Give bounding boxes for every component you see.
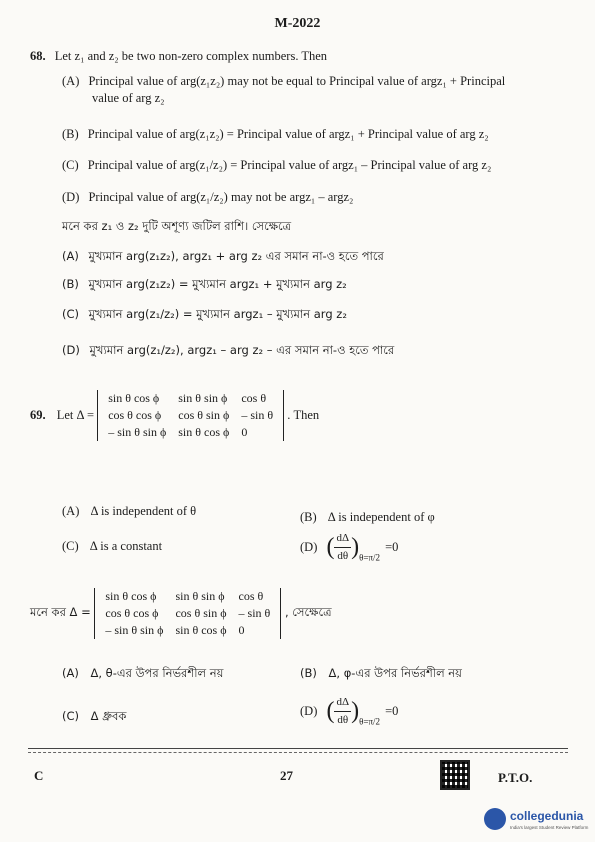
page-number: 27 <box>280 768 293 783</box>
fraction-numerator: dΔ <box>334 530 351 548</box>
q69-bn-option-a <box>62 665 223 684</box>
option-text: Principal value of arg(z₁z₂) may not be equal to Principal value of argz₁ + Principal <box>88 74 506 88</box>
option-label: (B) <box>62 127 79 141</box>
q69-option-d: (D) ( $\frac{d\Delta}{d\theta}$ )$_{\theta=\pi/2} =0$ <box>300 530 398 566</box>
q69-stem <box>30 390 319 441</box>
option-text: মুখ্যমান arg(z₁/z₂), argz₁ – arg z₂ – এর সমান না-ও হতে পারে <box>89 343 395 357</box>
evaluation-subscript: θ=π/2 <box>359 716 380 727</box>
q69-bn-option-d: (D) ( $\frac{d\Delta}{d\theta}$ )$_{\theta=\pi/2} =0$ <box>300 694 398 730</box>
option-label: (C) <box>62 539 79 553</box>
matrix-cell: cos θ sin ϕ <box>175 606 227 620</box>
matrix-cell: sin θ sin ϕ <box>178 391 228 405</box>
option-label: (A) <box>62 74 80 88</box>
matrix-cell: – sin θ <box>241 408 274 422</box>
option-label: (D) <box>62 190 80 204</box>
matrix-cell: 0 <box>241 425 248 439</box>
q68-option-b <box>62 126 489 143</box>
q68-bn-stem: মনে কর z₁ ও z₂ দুটি অশূণ্য জটিল রাশি। সেক্ষেত্রে <box>62 219 292 233</box>
matrix-cell: – sin θ sin ϕ <box>108 425 167 439</box>
q69-option-b <box>300 509 435 526</box>
option-text: Δ is independent of φ <box>327 510 435 524</box>
option-text: Δ, φ-এর উপর নির্ভরশীল নয় <box>328 666 462 680</box>
q68-option-c <box>62 157 491 174</box>
q69-then: . Then <box>287 408 320 422</box>
matrix-cell: 0 <box>238 623 245 637</box>
q68-bn-option-a <box>62 248 384 267</box>
matrix-cell: – sin θ sin ϕ <box>105 623 164 637</box>
matrix-cell: cos θ <box>241 391 267 405</box>
q68-bn-option-c <box>62 306 347 325</box>
q68-number: 68. <box>30 49 46 63</box>
derivative-fraction <box>334 530 351 565</box>
q68-bn-option-d <box>62 342 394 361</box>
footer-rule-dashed <box>28 752 568 753</box>
option-label: (C) <box>62 307 80 321</box>
q69-bn-option-c <box>62 708 126 727</box>
option-label: (D) <box>300 704 318 718</box>
option-text: মুখ্যমান arg(z₁z₂) = মুখ্যমান argz₁ + মুখ্যমান arg z₂ <box>88 277 347 291</box>
option-text: Δ, θ-এর উপর নির্ভরশীল নয় <box>90 666 224 680</box>
equals-zero: =0 <box>385 704 399 718</box>
option-text: Δ is independent of θ <box>90 504 197 518</box>
equals-zero: =0 <box>385 540 399 554</box>
option-text: Principal value of arg(z₁z₂) = Principal value of argz₁ + Principal value of arg z₂ <box>87 127 489 141</box>
matrix-cell: cos θ cos ϕ <box>105 606 159 620</box>
q69-bn-option-b <box>300 665 462 684</box>
derivative-fraction <box>334 694 351 729</box>
option-text: Principal value of arg(z₁/z₂) may not be argz₁ – argz₂ <box>88 190 354 204</box>
q68-option-d <box>62 189 353 206</box>
matrix-cell: cos θ sin ϕ <box>178 408 230 422</box>
q69-number: 69. <box>30 408 46 422</box>
footer-rule <box>28 748 568 749</box>
fraction-numerator: dΔ <box>334 694 351 712</box>
logo-name: collegedunia <box>510 809 584 823</box>
evaluation-subscript: θ=π/2 <box>359 552 380 563</box>
q69-determinant <box>97 390 284 441</box>
logo-mascot-icon <box>484 808 506 830</box>
q69-option-a <box>62 503 196 520</box>
q68-option-a <box>62 73 562 90</box>
option-label: (D) <box>300 540 318 554</box>
q69-option-c <box>62 538 162 555</box>
q68-stem <box>30 48 327 65</box>
option-text: Δ ধ্রুবক <box>90 709 127 723</box>
q68-option-a-cont: value of arg z₂ <box>92 91 165 105</box>
option-label: (B) <box>300 510 317 524</box>
q69-bn-stem <box>30 588 332 639</box>
matrix-cell: sin θ cos ϕ <box>175 623 227 637</box>
option-label: (A) <box>62 504 80 518</box>
q69-let: Let Δ = <box>56 408 95 422</box>
fraction-denominator: dθ <box>337 550 349 562</box>
paper-code: M-2022 <box>274 16 321 31</box>
option-text: Δ is a constant <box>89 539 163 553</box>
matrix-cell: sin θ cos ϕ <box>108 391 160 405</box>
set-code: C <box>34 768 44 783</box>
option-label: (C) <box>62 709 80 723</box>
matrix-cell: cos θ cos ϕ <box>108 408 162 422</box>
matrix-cell: sin θ cos ϕ <box>178 425 230 439</box>
collegedunia-logo <box>484 806 592 836</box>
fraction-denominator: dθ <box>337 714 349 726</box>
option-label: (D) <box>62 343 80 357</box>
q68-stem-text: Let z₁ and z₂ be two non-zero complex numbers. Then <box>54 49 328 63</box>
option-label: (C) <box>62 158 79 172</box>
matrix-cell: sin θ sin ϕ <box>175 589 225 603</box>
q69-bn-determinant <box>94 588 281 639</box>
bn-let: মনে কর Δ = <box>30 605 91 619</box>
q68-bn-option-b <box>62 276 347 295</box>
option-label: (A) <box>62 666 79 680</box>
option-label: (B) <box>300 666 317 680</box>
matrix-cell: cos θ <box>238 589 264 603</box>
option-text: মুখ্যমান arg(z₁/z₂) = মুখ্যমান argz₁ – মুখ্যমান arg z₂ <box>88 307 347 321</box>
option-text: মুখ্যমান arg(z₁z₂), argz₁ + arg z₂ এর সমান না-ও হতে পারে <box>88 249 384 263</box>
matrix-cell: sin θ cos ϕ <box>105 589 157 603</box>
qr-code-icon <box>440 760 470 790</box>
option-text: Principal value of arg(z₁/z₂) = Principal value of argz₁ – Principal value of arg z₂ <box>87 158 492 172</box>
option-label: (A) <box>62 249 79 263</box>
matrix-cell: – sin θ <box>238 606 271 620</box>
logo-tagline: India's largest Student Review Platform <box>510 825 589 830</box>
pto-label: P.T.O. <box>498 770 533 785</box>
bn-then: , সেক্ষেত্রে <box>284 605 332 619</box>
option-label: (B) <box>62 277 79 291</box>
